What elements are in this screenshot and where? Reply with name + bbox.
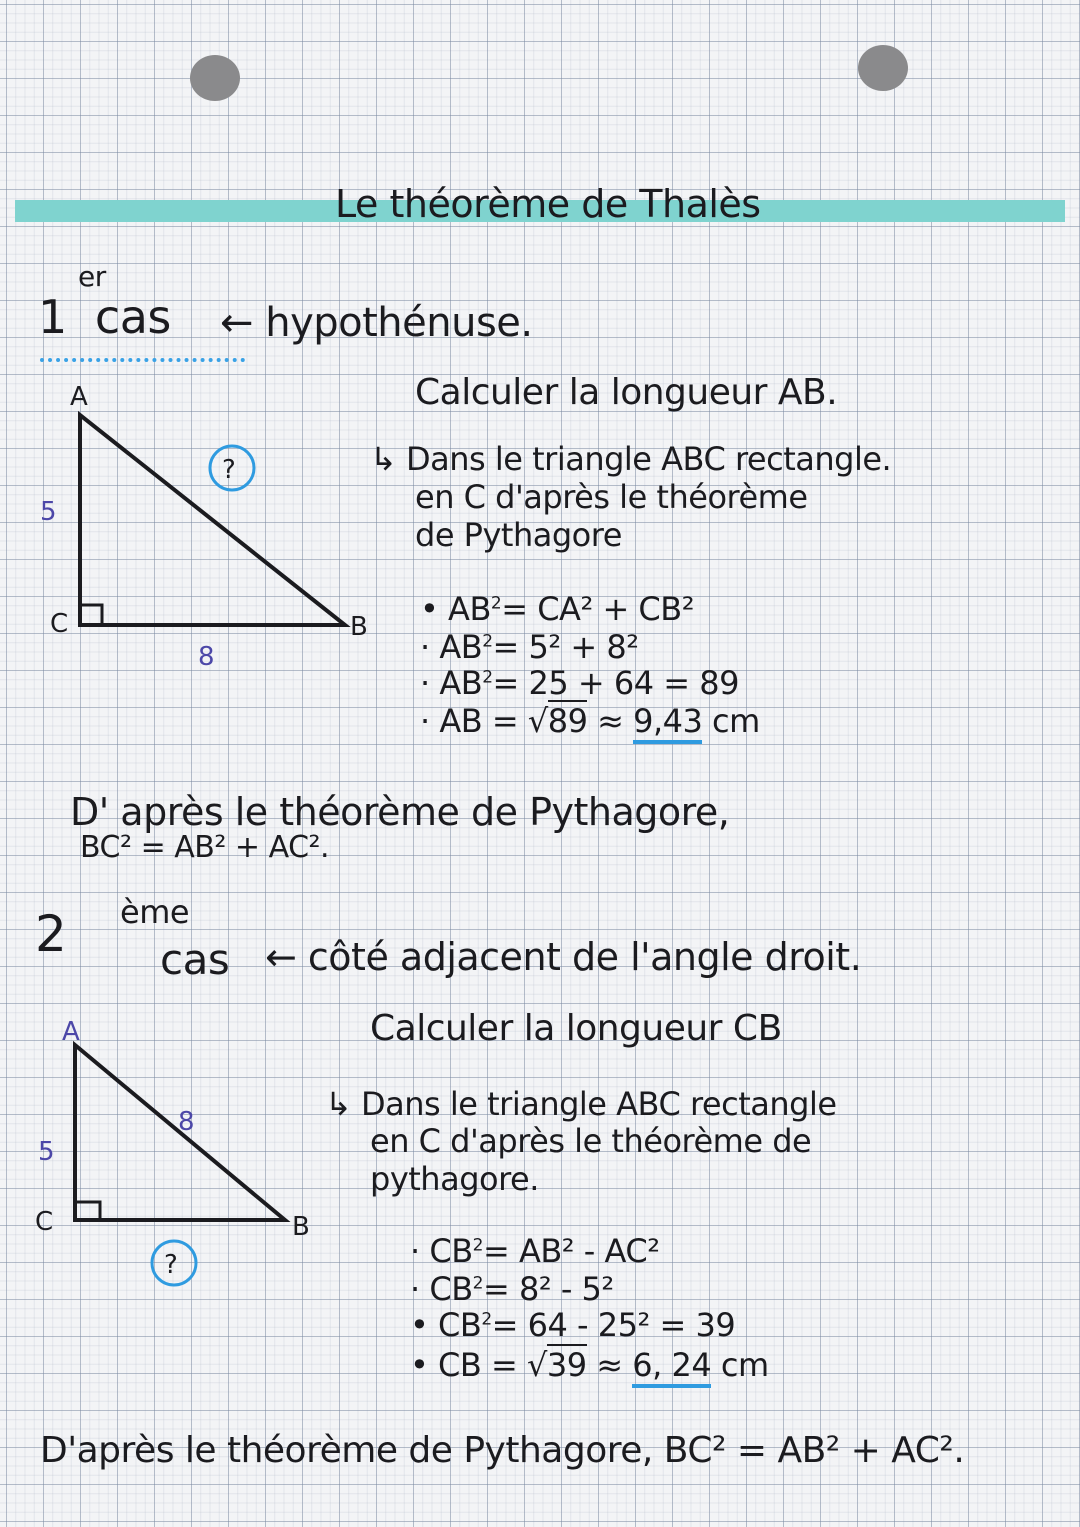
vertex-c: C bbox=[35, 1207, 54, 1237]
case1-heading bbox=[38, 260, 171, 344]
step-lhs: CB = bbox=[438, 1346, 527, 1384]
case1-step-2: · $AB^2= 5^2 + 8^2$ bbox=[420, 628, 639, 666]
step-lhs: AB bbox=[439, 628, 483, 666]
case1-underline bbox=[40, 348, 245, 362]
vertex-a: A bbox=[70, 382, 88, 412]
case1-conclusion-1: D' après le théorème de Pythagore, bbox=[70, 790, 730, 834]
page-title: Le théorème de Thalès bbox=[335, 182, 761, 226]
case2-reasoning-1: ↳ Dans le triangle ABC rectangle bbox=[325, 1085, 837, 1123]
case2-note: ← côté adjacent de l'angle droit. bbox=[265, 935, 862, 979]
triangle-1 bbox=[0, 380, 400, 680]
side-ab-label: 8 bbox=[178, 1107, 195, 1137]
step-lhs: AB = bbox=[439, 702, 528, 740]
case2-step-1: · $CB^2= AB^2 - AC^2$ bbox=[410, 1232, 660, 1270]
right-angle-mark bbox=[80, 605, 102, 625]
punch-hole-right bbox=[858, 45, 908, 91]
case1-step-1: • $AB^2= CA^2 + CB^2$ bbox=[420, 590, 695, 628]
case1-reasoning-1: ↳ Dans le triangle ABC rectangle. bbox=[370, 440, 892, 478]
approx-sign: ≈ bbox=[587, 702, 634, 740]
case2-num: 2 bbox=[35, 905, 67, 963]
unknown-label: ? bbox=[222, 455, 236, 485]
vertex-b: B bbox=[292, 1212, 310, 1242]
case2-instruction: Calculer la longueur CB bbox=[370, 1008, 782, 1049]
case1-note: ← hypothénuse. bbox=[220, 300, 533, 346]
vertex-b: B bbox=[350, 612, 368, 642]
step-rhs: = AB² - AC² bbox=[482, 1232, 660, 1270]
punch-hole-left bbox=[190, 55, 240, 101]
unknown-label: ? bbox=[164, 1250, 178, 1280]
sqrt-value: 39 bbox=[546, 1346, 587, 1384]
vertex-a: A bbox=[62, 1017, 80, 1047]
side-cb-label: 8 bbox=[198, 642, 215, 672]
case2-reasoning-2: en C d'après le théorème de bbox=[370, 1122, 812, 1160]
right-angle-mark bbox=[75, 1202, 100, 1220]
step-rhs: = 64 - 25² = 39 bbox=[491, 1306, 736, 1344]
case2-step-3: • $CB^2= 64 - 25^2 = 39$ bbox=[410, 1306, 736, 1344]
case2-heading bbox=[35, 893, 230, 984]
case2-step-4: • CB = √39 ≈ 6, 24 cm bbox=[410, 1346, 769, 1384]
case1-reasoning-2: en C d'après le théorème bbox=[415, 478, 808, 516]
step-rhs: = CA² + CB² bbox=[501, 590, 695, 628]
step-lhs: CB bbox=[438, 1306, 482, 1344]
step-lhs: AB bbox=[439, 664, 483, 702]
case1-instruction: Calculer la longueur AB. bbox=[415, 372, 838, 413]
case2-reasoning-3: pythagore. bbox=[370, 1160, 539, 1198]
vertex-c: C bbox=[50, 609, 69, 639]
case1-word: cas bbox=[94, 290, 171, 344]
case1-step-3: · $AB^2= 25 + 64 = 89$ bbox=[420, 664, 739, 702]
triangle-1-shape bbox=[80, 415, 345, 625]
case1-num: 1 bbox=[38, 290, 67, 344]
step-rhs: = 5² + 8² bbox=[492, 628, 639, 666]
case2-sup: ème bbox=[120, 893, 190, 931]
unit: cm bbox=[702, 702, 760, 740]
sqrt-value: 89 bbox=[547, 702, 588, 740]
side-ac-label: 5 bbox=[40, 497, 57, 527]
case1-step-4: · AB = √89 ≈ 9,43 cm bbox=[420, 702, 760, 740]
approx-sign: ≈ bbox=[586, 1346, 633, 1384]
case1-sup: er bbox=[78, 260, 106, 293]
result-value: 6, 24 bbox=[632, 1346, 711, 1388]
case1-reasoning-3: de Pythagore bbox=[415, 516, 622, 554]
triangle-2 bbox=[0, 1017, 400, 1280]
case2-conclusion: D'après le théorème de Pythagore, BC² = AB² + AC². bbox=[40, 1430, 965, 1471]
side-ac-label: 5 bbox=[38, 1137, 55, 1167]
step-rhs: = 25 + 64 = 89 bbox=[492, 664, 739, 702]
case1-conclusion-2: BC² = AB² + AC². bbox=[80, 830, 330, 865]
step-lhs: CB bbox=[429, 1270, 473, 1308]
result-value: 9,43 bbox=[633, 702, 702, 744]
step-rhs: = 8² - 5² bbox=[482, 1270, 614, 1308]
step-lhs: AB bbox=[448, 590, 491, 628]
step-lhs: CB bbox=[429, 1232, 473, 1270]
case2-step-2: · $CB^2= 8^2 - 5^2$ bbox=[410, 1270, 614, 1308]
unit: cm bbox=[711, 1346, 769, 1384]
case2-word: cas bbox=[160, 935, 230, 984]
